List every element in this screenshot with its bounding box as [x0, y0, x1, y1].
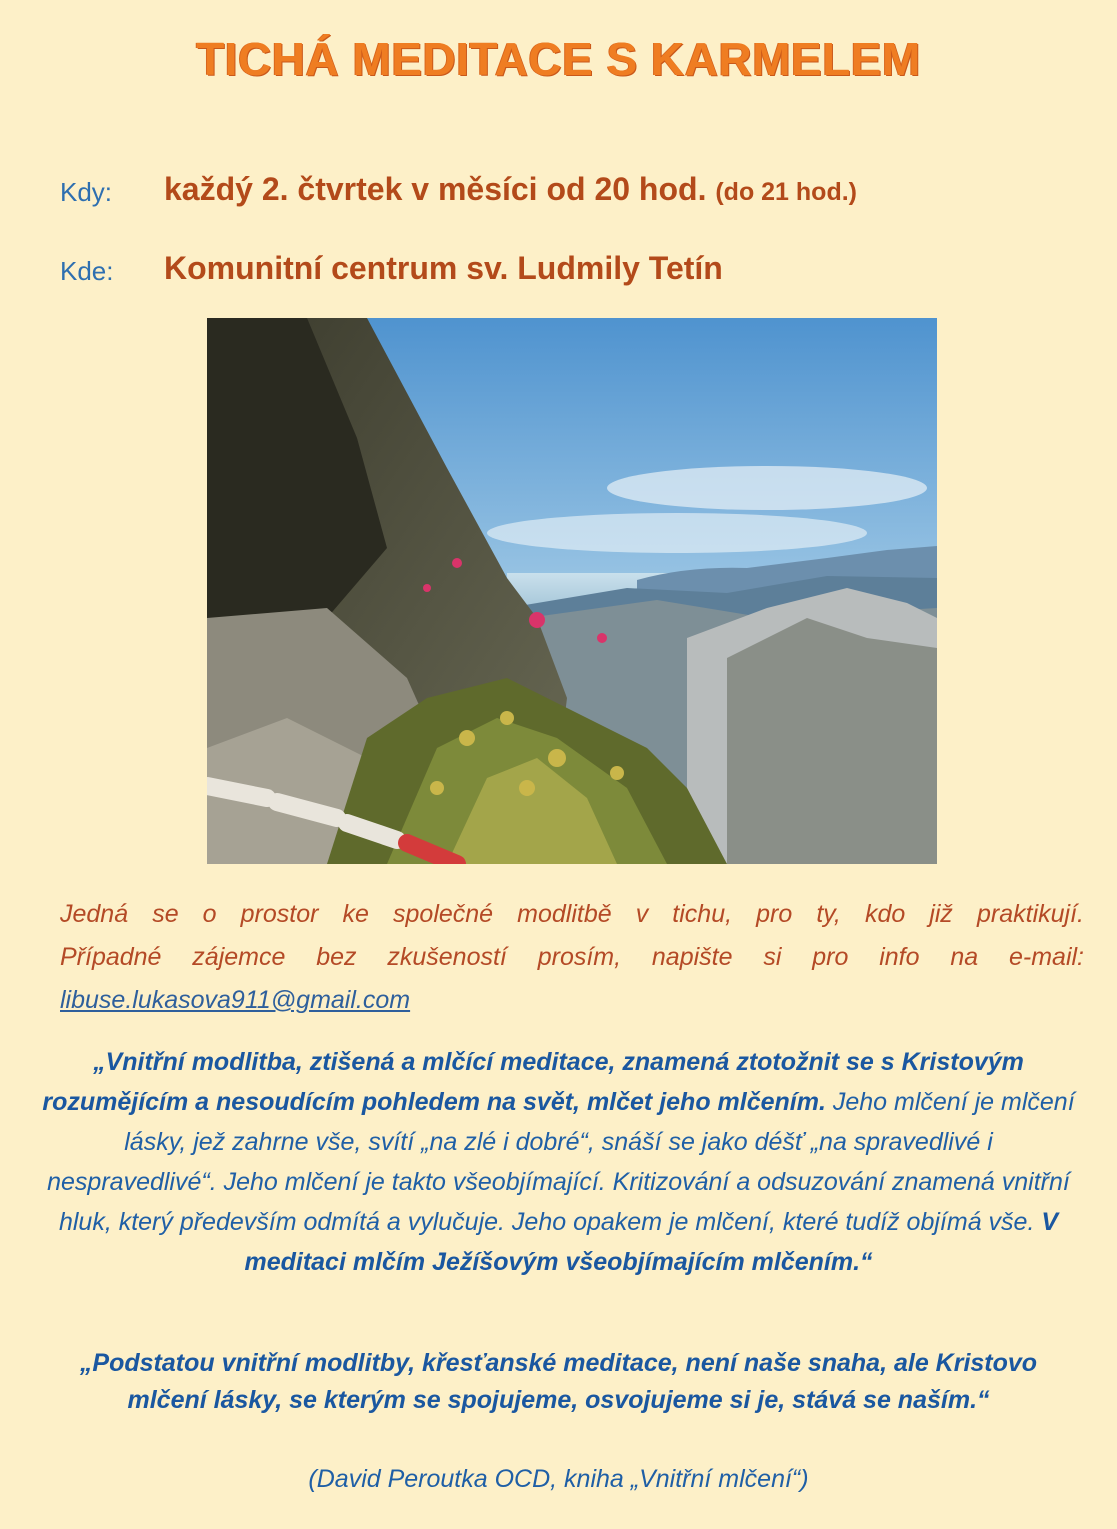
- intro-line-1: Jedná se o prostor ke společné modlitbě v tichu, pro ty, kdo již praktikují.: [60, 900, 1084, 928]
- intro-line-2: Případné zájemce bez zkušeností prosím, napište si pro info na e-mail:: [60, 943, 1084, 971]
- intro-paragraph: [60, 893, 1084, 1022]
- where-label: Kde:: [60, 256, 114, 286]
- where-value: Komunitní centrum sv. Ludmily Tetín: [164, 250, 723, 286]
- page-title: TICHÁ MEDITACE S KARMELEM: [196, 33, 921, 85]
- email-link[interactable]: libuse.lukasova911@gmail.com: [60, 986, 411, 1014]
- when-value: [164, 171, 857, 208]
- when-label: Kdy:: [60, 177, 113, 207]
- mountain-landscape-photo: [207, 318, 937, 864]
- quote-author: (David Peroutka OCD, kniha „Vnitřní mlčení“): [308, 1465, 809, 1493]
- quote-1-bold-end: V meditaci mlčím Ježíšovým všeobjímajícím mlčením.“: [244, 1208, 1059, 1276]
- quote-1-bold-start: „Vnitřní modlitba, ztišená a mlčící meditace, znamená ztotožnit se s Kristovým rozumějícím a nesoudícím pohledem na svět, mlčet jeho mlčením.: [42, 1048, 1024, 1116]
- quote-1-body: Jeho mlčení je mlčení lásky, jež zahrne vše, svítí „na zlé i dobré“, snáší se jako déšť „na spravedlivé i nespravedlivé“. Jeho mlčení je takto všeobjímající. Kritizování a odsuzování znamená vnitřní hluk, který především odmítá a vylučuje. Jeho opakem je mlčení, které tudíž objímá vše.: [47, 1088, 1075, 1236]
- when-note: (do 21 hod.): [715, 178, 857, 206]
- when-text: každý 2. čtvrtek v měsíci od 20 hod.: [164, 171, 707, 207]
- quote-2-text: „Podstatou vnitřní modlitby, křesťanské meditace, není naše snaha, ale Kristovo mlčení lásky, se kterým se spojujeme, osvojujeme si je, stává se naším.“: [79, 1349, 1038, 1414]
- quote-1: [40, 1042, 1077, 1282]
- quote-2: [40, 1345, 1077, 1419]
